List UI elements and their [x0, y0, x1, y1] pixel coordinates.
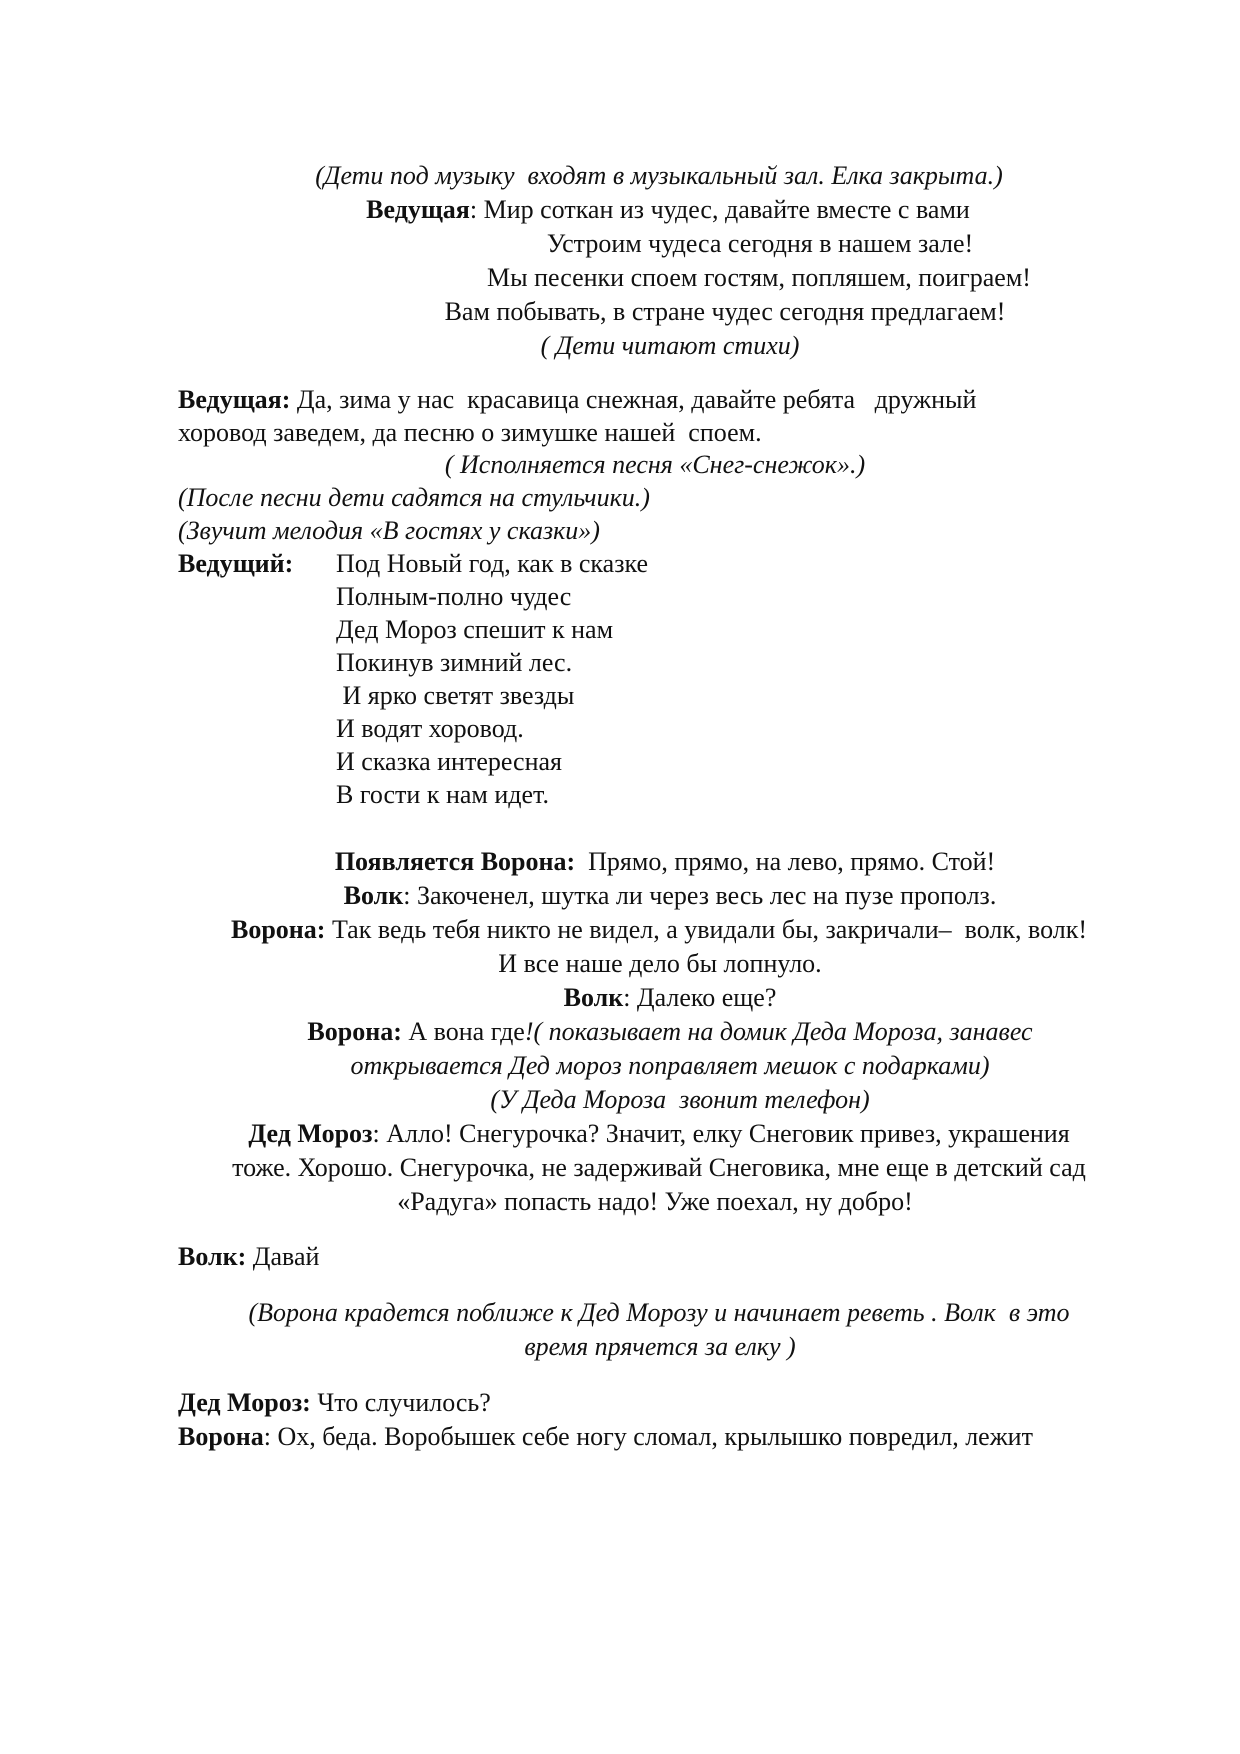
speaker-name: Ведущий: [178, 549, 294, 578]
dialogue-line [178, 1117, 1140, 1151]
dialogue-line [178, 1240, 319, 1274]
dialogue-line [178, 383, 976, 417]
dialogue-text: : Далеко еще? [623, 983, 777, 1012]
stage-direction: (Ворона крадется поближе к Дед Морозу и начинает реветь . Волк в это [248, 1298, 1070, 1327]
verse-line: Под Новый год, как в сказке [336, 549, 648, 578]
dialogue-text: : Ох, беда. Воробышек себе ногу сломал, крылышко повредил, лежит [263, 1422, 1033, 1451]
dialogue-line [240, 1015, 1100, 1049]
speaker-name: Ворона: [230, 915, 326, 944]
dialogue-line [290, 879, 1050, 913]
verse-line: Устроим чудеса сегодня в нашем зале! [546, 229, 974, 258]
speaker-name: Волк: [178, 1242, 247, 1271]
stage-direction: !( показывает на домик Деда Мороза, занавес [524, 1017, 1033, 1046]
speaker-name: Волк [343, 881, 404, 910]
stage-direction: время прячется за елку ) [524, 1332, 796, 1361]
stage-direction: (У Деда Мороза звонит телефон) [490, 1085, 870, 1114]
dialogue-text: : Мир соткан из чудес, давайте вместе с вами [469, 195, 970, 224]
dialogue-text: Так ведь тебя никто не видел, а увидали бы, закричали– волк, волк! [325, 915, 1088, 944]
speaker-name: Ведущая: [178, 385, 291, 414]
speaker-name: Волк [563, 983, 624, 1012]
dialogue-text: Да, зима у нас красавица снежная, давайте ребята дружный [290, 385, 977, 414]
dialogue-line [178, 1386, 491, 1420]
dialogue-line: хоровод заведем, да песню о зимушке нашей споем. [178, 418, 762, 447]
verse-line: Дед Мороз спешит к нам [336, 615, 614, 644]
verse-line: Полным-полно чудес [336, 582, 572, 611]
dialogue-line: И все наше дело бы лопнуло. [498, 949, 822, 978]
speaker-name: Дед Мороз: [178, 1388, 311, 1417]
stage-direction: (Звучит мелодия «В гостях у сказки») [178, 516, 600, 545]
speaker-name: Ведущая [366, 195, 470, 224]
dialogue-line [268, 193, 1068, 227]
dialogue-text: : Алло! Снегурочка? Значит, елку Снеговик привез, украшения [372, 1119, 1070, 1148]
speaker-name: Ворона [178, 1422, 264, 1451]
dialogue-line [178, 1420, 1033, 1454]
dialogue-text: Что случилось? [310, 1388, 491, 1417]
verse-line: И водят хоровод. [336, 714, 524, 743]
speaker-name: Дед Мороз [248, 1119, 373, 1148]
dialogue-line [530, 981, 810, 1015]
speaker-name: Появляется Ворона: [334, 847, 576, 876]
verse-line: Покинув зимний лес. [336, 648, 573, 677]
dialogue-line [178, 913, 1140, 947]
verse-line: И ярко светят звезды [336, 681, 575, 710]
dialogue-text: Прямо, прямо, на лево, прямо. Стой! [575, 847, 996, 876]
dialogue-line: «Радуга» попасть надо! Уже поехал, ну добро! [397, 1187, 913, 1216]
speaker-name: Ворона: [307, 1017, 402, 1046]
stage-direction: ( Исполняется песня «Снег-снежок».) [444, 450, 866, 479]
dialogue-text: А вона где [401, 1017, 525, 1046]
verse-line: И сказка интересная [336, 747, 563, 776]
dialogue-text: Давай [246, 1242, 320, 1271]
verse-line: В гости к нам идет. [336, 780, 549, 809]
dialogue-speaker [178, 547, 293, 581]
dialogue-text: : Закоченел, шутка ли через весь лес на пузе прополз. [403, 881, 997, 910]
stage-direction: (Дети под музыку входят в музыкальный зал. Елка закрыта.) [315, 161, 1003, 190]
stage-direction: открывается Дед мороз поправляет мешок с подарками) [350, 1051, 990, 1080]
dialogue-line [280, 845, 1050, 879]
dialogue-line: тоже. Хорошо. Снегурочка, не задерживай Снеговика, мне еще в детский сад [232, 1153, 1086, 1182]
stage-direction: ( Дети читают стихи) [540, 331, 800, 360]
stage-direction: (После песни дети садятся на стульчики.) [178, 483, 650, 512]
verse-line: Вам побывать, в стране чудес сегодня предлагаем! [444, 297, 1006, 326]
verse-line: Мы песенки споем гостям, попляшем, поиграем! [487, 263, 1031, 292]
